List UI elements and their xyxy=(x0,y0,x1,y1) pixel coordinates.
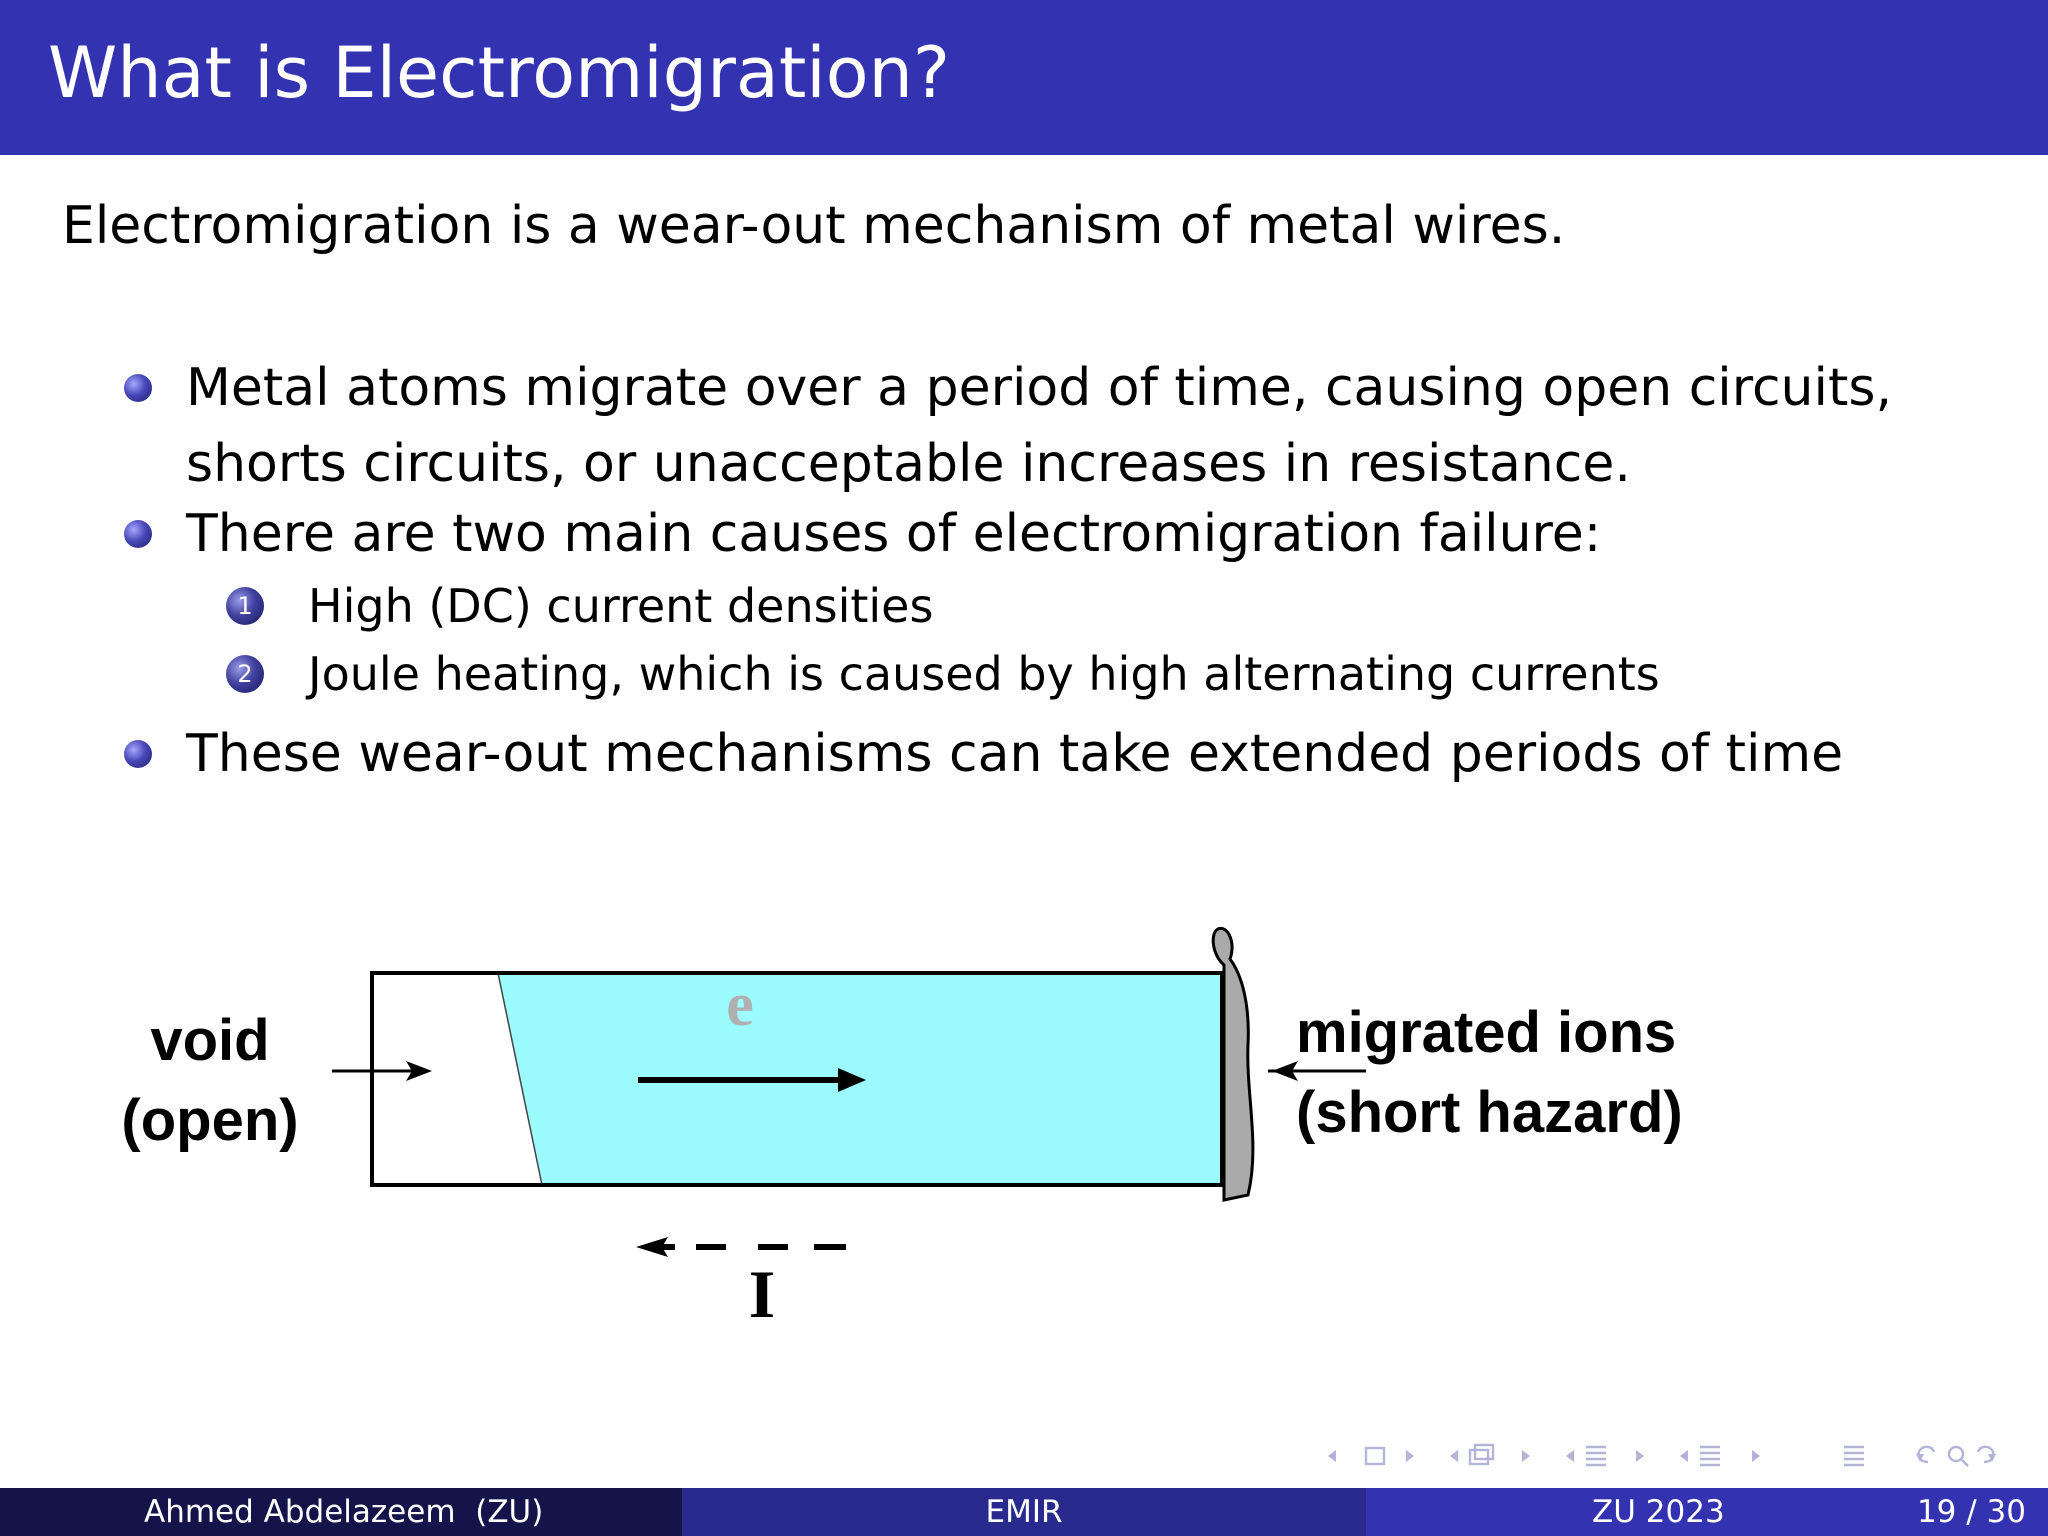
footer-event: ZU 2023 xyxy=(1592,1494,1725,1530)
nav-part-back-icon[interactable] xyxy=(1680,1450,1688,1462)
slide-title: What is Electromigration? xyxy=(48,32,951,114)
nav-frame-forward-icon[interactable] xyxy=(1406,1450,1414,1462)
bullet-ball-icon xyxy=(124,374,152,402)
open-label: (open) xyxy=(121,1088,299,1153)
footer-author: Ahmed Abdelazeem (ZU) xyxy=(144,1494,544,1530)
nav-subsection-icon[interactable] xyxy=(1470,1445,1493,1464)
nav-subsection-back-icon[interactable] xyxy=(1450,1450,1458,1462)
short-hazard-label: (short hazard) xyxy=(1296,1080,1683,1145)
nav-part-forward-icon[interactable] xyxy=(1752,1450,1760,1462)
cause-text-1: High (DC) current densities xyxy=(308,579,934,633)
title-bar xyxy=(0,0,2048,155)
footer-title-segment xyxy=(682,1488,1366,1536)
nav-section-icon[interactable] xyxy=(1586,1447,1606,1465)
nav-frame-icon[interactable] xyxy=(1366,1448,1384,1464)
bullet-text-2: There are two main causes of electromigration failure: xyxy=(186,504,1602,564)
cause-text-2: Joule heating, which is caused by high alternating currents xyxy=(308,647,1660,701)
bullet-ball-icon xyxy=(124,520,152,548)
nav-section-back-icon[interactable] xyxy=(1566,1450,1574,1462)
current-label: I xyxy=(748,1256,776,1332)
migrated-ions-label: migrated ions xyxy=(1296,1000,1677,1065)
bullet-text-1: Metal atoms migrate over a period of time, causing open circuits, xyxy=(186,358,1892,418)
nav-zoom-icon[interactable] xyxy=(1949,1447,1968,1466)
nav-appendix-icon[interactable] xyxy=(1844,1447,1864,1465)
nav-part-icon[interactable] xyxy=(1700,1447,1720,1465)
bullet-text-3: These wear-out mechanisms can take extended periods of time xyxy=(186,724,1844,784)
navigation-bar xyxy=(1320,1440,2030,1472)
electromigration-diagram xyxy=(90,925,1790,1345)
nav-subsection-forward-icon[interactable] xyxy=(1522,1450,1530,1462)
footer xyxy=(0,1488,2048,1536)
footer-page-number: 19 / 30 xyxy=(1916,1494,2026,1530)
nav-undo-icon[interactable] xyxy=(1916,1447,1934,1462)
footer-short-title: EMIR xyxy=(985,1494,1063,1530)
number-ball-icon: 1 xyxy=(226,587,264,625)
bullet-ball-icon xyxy=(124,740,152,768)
number-ball-icon: 2 xyxy=(226,655,264,693)
footer-date-segment xyxy=(1366,1488,2048,1536)
electron-label: e xyxy=(726,971,754,1039)
nav-redo-icon[interactable] xyxy=(1978,1447,1996,1462)
intro-text: Electromigration is a wear-out mechanism of metal wires. xyxy=(62,196,1566,256)
nav-frame-back-icon[interactable] xyxy=(1328,1450,1336,1462)
void-label: void xyxy=(150,1008,270,1073)
nav-section-forward-icon[interactable] xyxy=(1636,1450,1644,1462)
bullet-text-1-line-2: shorts circuits, or unacceptable increases in resistance. xyxy=(186,434,1631,494)
footer-author-segment xyxy=(0,1488,682,1536)
